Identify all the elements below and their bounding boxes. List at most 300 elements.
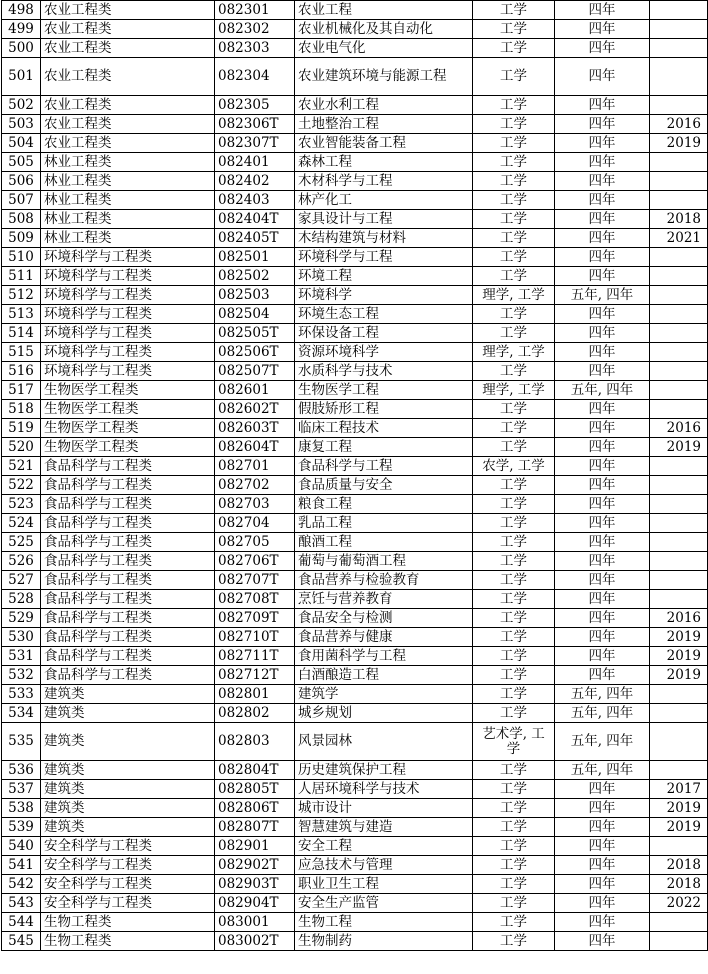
duration-cell: 四年 xyxy=(555,590,650,609)
year-added: 2022 xyxy=(650,894,708,913)
year-added xyxy=(650,590,708,609)
table-row xyxy=(2,267,708,286)
table-row xyxy=(2,913,708,932)
major-name: 酿酒工程 xyxy=(295,533,473,552)
degree-cell: 工学 xyxy=(473,514,555,533)
major-name: 生物工程 xyxy=(295,913,473,932)
duration-cell: 五年, 四年 xyxy=(555,381,650,400)
category-cell: 林业工程类 xyxy=(41,153,215,172)
row-number: 499 xyxy=(2,20,41,39)
year-added xyxy=(650,723,708,761)
category-cell: 环境科学与工程类 xyxy=(41,324,215,343)
year-added xyxy=(650,476,708,495)
major-code: 082805T xyxy=(215,780,295,799)
major-name: 风景园林 xyxy=(295,723,473,761)
major-name: 安全生产监管 xyxy=(295,894,473,913)
row-number: 507 xyxy=(2,191,41,210)
category-cell: 农业工程类 xyxy=(41,1,215,20)
major-code: 082502 xyxy=(215,267,295,286)
row-number: 543 xyxy=(2,894,41,913)
table-row xyxy=(2,134,708,153)
category-cell: 环境科学与工程类 xyxy=(41,267,215,286)
year-added xyxy=(650,913,708,932)
major-code: 082701 xyxy=(215,457,295,476)
category-cell: 食品科学与工程类 xyxy=(41,571,215,590)
major-name: 食用菌科学与工程 xyxy=(295,647,473,666)
row-number: 511 xyxy=(2,267,41,286)
year-added xyxy=(650,153,708,172)
major-name: 粮食工程 xyxy=(295,495,473,514)
row-number: 513 xyxy=(2,305,41,324)
table-row xyxy=(2,191,708,210)
degree-cell: 工学 xyxy=(473,172,555,191)
duration-cell: 四年 xyxy=(555,476,650,495)
category-cell: 生物工程类 xyxy=(41,932,215,951)
table-row xyxy=(2,324,708,343)
year-added: 2019 xyxy=(650,666,708,685)
major-code: 082711T xyxy=(215,647,295,666)
duration-cell: 五年, 四年 xyxy=(555,761,650,780)
year-added: 2018 xyxy=(650,210,708,229)
table-row xyxy=(2,248,708,267)
category-cell: 农业工程类 xyxy=(41,96,215,115)
table-row xyxy=(2,932,708,951)
major-code: 082803 xyxy=(215,723,295,761)
degree-cell: 工学 xyxy=(473,818,555,837)
category-cell: 安全科学与工程类 xyxy=(41,856,215,875)
major-name: 农业电气化 xyxy=(295,39,473,58)
year-added: 2021 xyxy=(650,229,708,248)
duration-cell: 四年 xyxy=(555,248,650,267)
degree-cell: 工学 xyxy=(473,856,555,875)
row-number: 540 xyxy=(2,837,41,856)
row-number: 498 xyxy=(2,1,41,20)
table-row xyxy=(2,20,708,39)
table-row xyxy=(2,362,708,381)
duration-cell: 四年 xyxy=(555,609,650,628)
table-row xyxy=(2,666,708,685)
row-number: 544 xyxy=(2,913,41,932)
major-code: 082404T xyxy=(215,210,295,229)
duration-cell: 四年 xyxy=(555,20,650,39)
category-cell: 环境科学与工程类 xyxy=(41,248,215,267)
year-added: 2019 xyxy=(650,438,708,457)
row-number: 502 xyxy=(2,96,41,115)
degree-cell: 工学 xyxy=(473,552,555,571)
row-number: 528 xyxy=(2,590,41,609)
year-added: 2019 xyxy=(650,647,708,666)
major-name: 食品安全与检测 xyxy=(295,609,473,628)
duration-cell: 四年 xyxy=(555,856,650,875)
major-code: 082801 xyxy=(215,685,295,704)
major-name: 食品营养与检验教育 xyxy=(295,571,473,590)
duration-cell: 四年 xyxy=(555,39,650,58)
row-number: 539 xyxy=(2,818,41,837)
table-row xyxy=(2,438,708,457)
year-added xyxy=(650,305,708,324)
major-code: 083001 xyxy=(215,913,295,932)
table-body xyxy=(2,1,708,951)
major-name: 烹饪与营养教育 xyxy=(295,590,473,609)
major-code: 083002T xyxy=(215,932,295,951)
major-name: 食品科学与工程 xyxy=(295,457,473,476)
table-row xyxy=(2,685,708,704)
table-row xyxy=(2,343,708,362)
major-name: 食品质量与安全 xyxy=(295,476,473,495)
row-number: 537 xyxy=(2,780,41,799)
year-added: 2019 xyxy=(650,818,708,837)
year-added: 2016 xyxy=(650,609,708,628)
category-cell: 食品科学与工程类 xyxy=(41,457,215,476)
degree-cell: 工学 xyxy=(473,305,555,324)
category-cell: 农业工程类 xyxy=(41,134,215,153)
major-code: 082707T xyxy=(215,571,295,590)
row-number: 524 xyxy=(2,514,41,533)
year-added xyxy=(650,343,708,362)
degree-cell: 理学, 工学 xyxy=(473,343,555,362)
duration-cell: 四年 xyxy=(555,495,650,514)
major-code: 082703 xyxy=(215,495,295,514)
duration-cell: 四年 xyxy=(555,172,650,191)
year-added xyxy=(650,533,708,552)
table-row xyxy=(2,172,708,191)
degree-cell: 工学 xyxy=(473,362,555,381)
year-added xyxy=(650,837,708,856)
table-row xyxy=(2,476,708,495)
major-code: 082601 xyxy=(215,381,295,400)
year-added: 2016 xyxy=(650,115,708,134)
duration-cell: 四年 xyxy=(555,362,650,381)
degree-cell: 工学 xyxy=(473,39,555,58)
major-code: 082303 xyxy=(215,39,295,58)
major-name: 安全工程 xyxy=(295,837,473,856)
degree-cell: 工学 xyxy=(473,495,555,514)
table-row xyxy=(2,799,708,818)
major-name: 智慧建筑与建造 xyxy=(295,818,473,837)
category-cell: 食品科学与工程类 xyxy=(41,552,215,571)
degree-cell: 工学 xyxy=(473,780,555,799)
major-name: 家具设计与工程 xyxy=(295,210,473,229)
major-code: 082702 xyxy=(215,476,295,495)
major-name: 环保设备工程 xyxy=(295,324,473,343)
category-cell: 食品科学与工程类 xyxy=(41,590,215,609)
duration-cell: 四年 xyxy=(555,875,650,894)
major-name: 森林工程 xyxy=(295,153,473,172)
major-code: 082604T xyxy=(215,438,295,457)
degree-cell: 理学, 工学 xyxy=(473,381,555,400)
category-cell: 农业工程类 xyxy=(41,58,215,96)
degree-cell: 工学 xyxy=(473,1,555,20)
major-name: 环境生态工程 xyxy=(295,305,473,324)
major-name: 假肢矫形工程 xyxy=(295,400,473,419)
year-added xyxy=(650,362,708,381)
table-row xyxy=(2,229,708,248)
major-code: 082507T xyxy=(215,362,295,381)
row-number: 529 xyxy=(2,609,41,628)
duration-cell: 四年 xyxy=(555,818,650,837)
year-added xyxy=(650,191,708,210)
table-row xyxy=(2,628,708,647)
degree-cell: 工学 xyxy=(473,704,555,723)
category-cell: 食品科学与工程类 xyxy=(41,514,215,533)
category-cell: 建筑类 xyxy=(41,780,215,799)
category-cell: 食品科学与工程类 xyxy=(41,609,215,628)
category-cell: 建筑类 xyxy=(41,723,215,761)
degree-cell: 工学 xyxy=(473,666,555,685)
row-number: 527 xyxy=(2,571,41,590)
major-code: 082306T xyxy=(215,115,295,134)
table-row xyxy=(2,153,708,172)
degree-cell: 工学 xyxy=(473,685,555,704)
year-added: 2019 xyxy=(650,628,708,647)
row-number: 532 xyxy=(2,666,41,685)
major-code: 082804T xyxy=(215,761,295,780)
duration-cell: 四年 xyxy=(555,552,650,571)
row-number: 531 xyxy=(2,647,41,666)
table-row xyxy=(2,780,708,799)
category-cell: 环境科学与工程类 xyxy=(41,343,215,362)
category-cell: 食品科学与工程类 xyxy=(41,666,215,685)
category-cell: 建筑类 xyxy=(41,704,215,723)
degree-cell: 艺术学, 工学 xyxy=(473,723,555,761)
row-number: 510 xyxy=(2,248,41,267)
category-cell: 建筑类 xyxy=(41,799,215,818)
category-cell: 环境科学与工程类 xyxy=(41,305,215,324)
table-row xyxy=(2,58,708,96)
duration-cell: 四年 xyxy=(555,571,650,590)
year-added xyxy=(650,571,708,590)
row-number: 520 xyxy=(2,438,41,457)
year-added xyxy=(650,96,708,115)
category-cell: 食品科学与工程类 xyxy=(41,495,215,514)
degree-cell: 工学 xyxy=(473,324,555,343)
major-code: 082708T xyxy=(215,590,295,609)
duration-cell: 四年 xyxy=(555,419,650,438)
table-row xyxy=(2,514,708,533)
category-cell: 建筑类 xyxy=(41,761,215,780)
major-code: 082706T xyxy=(215,552,295,571)
row-number: 500 xyxy=(2,39,41,58)
major-code: 082904T xyxy=(215,894,295,913)
table-row xyxy=(2,495,708,514)
row-number: 523 xyxy=(2,495,41,514)
row-number: 517 xyxy=(2,381,41,400)
major-code: 082401 xyxy=(215,153,295,172)
duration-cell: 四年 xyxy=(555,628,650,647)
major-code: 082301 xyxy=(215,1,295,20)
table-row xyxy=(2,837,708,856)
major-name: 白酒酿造工程 xyxy=(295,666,473,685)
major-code: 082807T xyxy=(215,818,295,837)
table-row xyxy=(2,552,708,571)
degree-cell: 工学 xyxy=(473,267,555,286)
duration-cell: 四年 xyxy=(555,96,650,115)
row-number: 534 xyxy=(2,704,41,723)
year-added xyxy=(650,552,708,571)
duration-cell: 四年 xyxy=(555,932,650,951)
duration-cell: 四年 xyxy=(555,400,650,419)
table-row xyxy=(2,96,708,115)
year-added xyxy=(650,932,708,951)
major-name: 农业水利工程 xyxy=(295,96,473,115)
row-number: 525 xyxy=(2,533,41,552)
degree-cell: 工学 xyxy=(473,153,555,172)
category-cell: 食品科学与工程类 xyxy=(41,533,215,552)
category-cell: 农业工程类 xyxy=(41,115,215,134)
category-cell: 生物医学工程类 xyxy=(41,400,215,419)
major-code: 082903T xyxy=(215,875,295,894)
major-name: 康复工程 xyxy=(295,438,473,457)
row-number: 521 xyxy=(2,457,41,476)
duration-cell: 四年 xyxy=(555,514,650,533)
degree-cell: 工学 xyxy=(473,419,555,438)
major-code: 082503 xyxy=(215,286,295,305)
year-added: 2017 xyxy=(650,780,708,799)
major-name: 城乡规划 xyxy=(295,704,473,723)
major-code: 082307T xyxy=(215,134,295,153)
category-cell: 环境科学与工程类 xyxy=(41,286,215,305)
category-cell: 农业工程类 xyxy=(41,20,215,39)
year-added xyxy=(650,58,708,96)
major-code: 082504 xyxy=(215,305,295,324)
table-row xyxy=(2,210,708,229)
duration-cell: 四年 xyxy=(555,837,650,856)
duration-cell: 四年 xyxy=(555,134,650,153)
degree-cell: 工学 xyxy=(473,229,555,248)
year-added xyxy=(650,457,708,476)
major-code: 082712T xyxy=(215,666,295,685)
major-code: 082902T xyxy=(215,856,295,875)
row-number: 533 xyxy=(2,685,41,704)
table-row xyxy=(2,590,708,609)
category-cell: 林业工程类 xyxy=(41,172,215,191)
degree-cell: 工学 xyxy=(473,20,555,39)
row-number: 535 xyxy=(2,723,41,761)
year-added xyxy=(650,248,708,267)
major-name: 应急技术与管理 xyxy=(295,856,473,875)
table-row xyxy=(2,875,708,894)
category-cell: 林业工程类 xyxy=(41,191,215,210)
degree-cell: 工学 xyxy=(473,476,555,495)
major-code: 082602T xyxy=(215,400,295,419)
table-row xyxy=(2,647,708,666)
table-row xyxy=(2,305,708,324)
degree-cell: 工学 xyxy=(473,248,555,267)
duration-cell: 四年 xyxy=(555,647,650,666)
degree-cell: 工学 xyxy=(473,115,555,134)
category-cell: 安全科学与工程类 xyxy=(41,875,215,894)
duration-cell: 四年 xyxy=(555,799,650,818)
table-row xyxy=(2,818,708,837)
category-cell: 林业工程类 xyxy=(41,210,215,229)
row-number: 536 xyxy=(2,761,41,780)
duration-cell: 五年, 四年 xyxy=(555,723,650,761)
category-cell: 食品科学与工程类 xyxy=(41,647,215,666)
major-name: 城市设计 xyxy=(295,799,473,818)
major-name: 土地整治工程 xyxy=(295,115,473,134)
year-added: 2019 xyxy=(650,134,708,153)
degree-cell: 工学 xyxy=(473,837,555,856)
major-name: 农业机械化及其自动化 xyxy=(295,20,473,39)
major-code: 082704 xyxy=(215,514,295,533)
year-added xyxy=(650,704,708,723)
degree-cell: 工学 xyxy=(473,799,555,818)
row-number: 518 xyxy=(2,400,41,419)
table-row xyxy=(2,457,708,476)
table-row xyxy=(2,1,708,20)
category-cell: 建筑类 xyxy=(41,685,215,704)
table-row xyxy=(2,704,708,723)
category-cell: 生物工程类 xyxy=(41,913,215,932)
row-number: 526 xyxy=(2,552,41,571)
row-number: 541 xyxy=(2,856,41,875)
major-name: 乳品工程 xyxy=(295,514,473,533)
table-row xyxy=(2,533,708,552)
row-number: 522 xyxy=(2,476,41,495)
duration-cell: 四年 xyxy=(555,58,650,96)
major-code: 082305 xyxy=(215,96,295,115)
row-number: 506 xyxy=(2,172,41,191)
table-row xyxy=(2,723,708,761)
year-added: 2019 xyxy=(650,799,708,818)
category-cell: 安全科学与工程类 xyxy=(41,837,215,856)
duration-cell: 五年, 四年 xyxy=(555,685,650,704)
year-added: 2018 xyxy=(650,875,708,894)
year-added xyxy=(650,381,708,400)
table-row xyxy=(2,400,708,419)
row-number: 514 xyxy=(2,324,41,343)
major-code: 082603T xyxy=(215,419,295,438)
row-number: 508 xyxy=(2,210,41,229)
duration-cell: 五年, 四年 xyxy=(555,286,650,305)
major-name: 水质科学与技术 xyxy=(295,362,473,381)
category-cell: 建筑类 xyxy=(41,818,215,837)
degree-cell: 农学, 工学 xyxy=(473,457,555,476)
major-code: 082806T xyxy=(215,799,295,818)
major-name: 生物制药 xyxy=(295,932,473,951)
degree-cell: 工学 xyxy=(473,932,555,951)
degree-cell: 工学 xyxy=(473,875,555,894)
table-row xyxy=(2,571,708,590)
row-number: 530 xyxy=(2,628,41,647)
degree-cell: 工学 xyxy=(473,400,555,419)
duration-cell: 五年, 四年 xyxy=(555,704,650,723)
duration-cell: 四年 xyxy=(555,666,650,685)
duration-cell: 四年 xyxy=(555,438,650,457)
degree-cell: 工学 xyxy=(473,134,555,153)
table-row xyxy=(2,381,708,400)
degree-cell: 工学 xyxy=(473,210,555,229)
major-code: 082506T xyxy=(215,343,295,362)
year-added xyxy=(650,39,708,58)
row-number: 501 xyxy=(2,58,41,96)
major-code: 082705 xyxy=(215,533,295,552)
duration-cell: 四年 xyxy=(555,305,650,324)
year-added xyxy=(650,324,708,343)
major-name: 农业建筑环境与能源工程 xyxy=(295,58,473,96)
category-cell: 食品科学与工程类 xyxy=(41,476,215,495)
major-code: 082802 xyxy=(215,704,295,723)
major-name: 食品营养与健康 xyxy=(295,628,473,647)
major-name: 职业卫生工程 xyxy=(295,875,473,894)
degree-cell: 工学 xyxy=(473,761,555,780)
degree-cell: 工学 xyxy=(473,191,555,210)
major-code: 082901 xyxy=(215,837,295,856)
major-name: 农业工程 xyxy=(295,1,473,20)
major-name: 木结构建筑与材料 xyxy=(295,229,473,248)
row-number: 516 xyxy=(2,362,41,381)
year-added xyxy=(650,495,708,514)
